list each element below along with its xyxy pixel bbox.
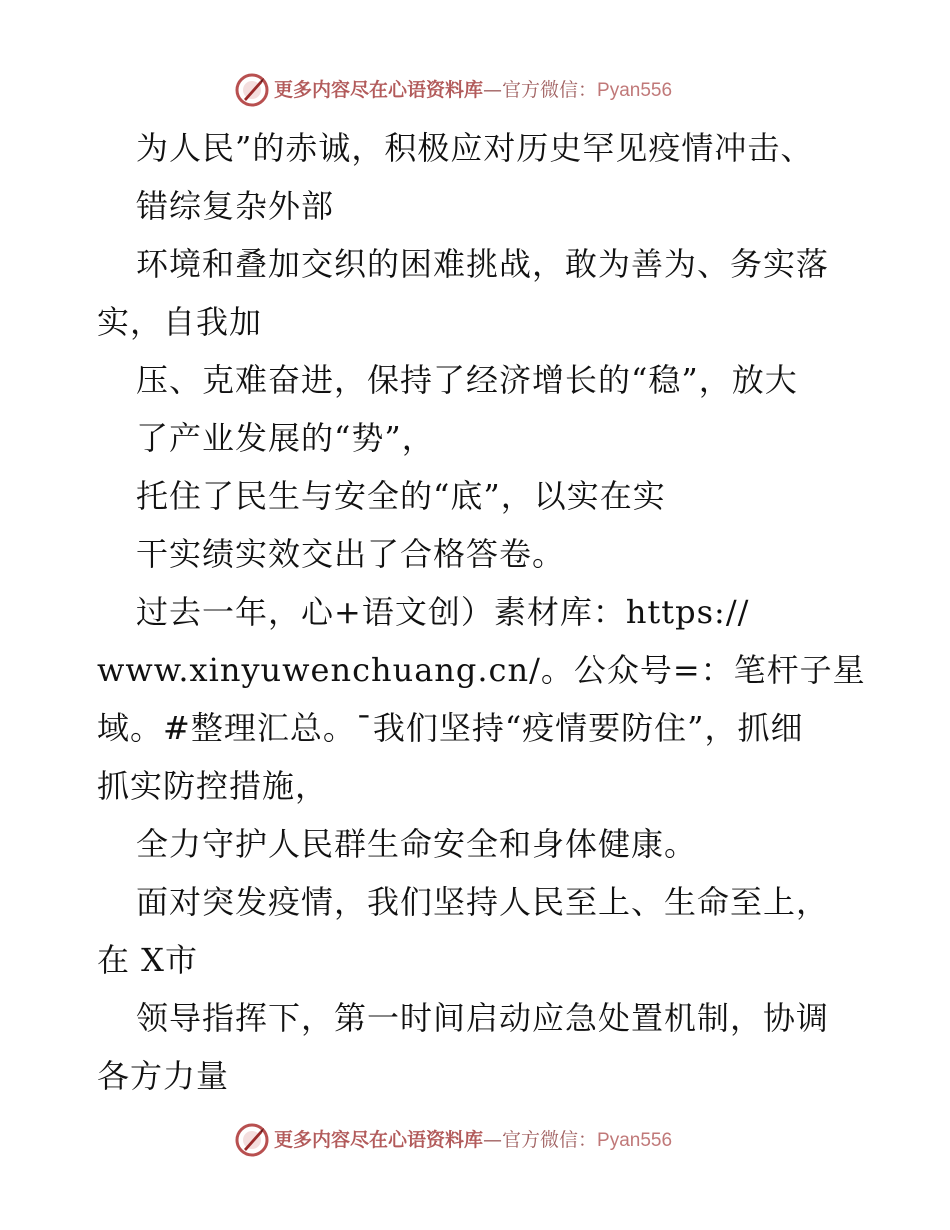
body-line-1: 为人民”的赤诚，积极应对历史罕见疫情冲击、 bbox=[136, 129, 814, 167]
footer-separator: —官方微信： bbox=[483, 1128, 598, 1151]
body-line-3: 环境和叠加交织的困难挑战，敢为善为、务实落 bbox=[136, 245, 830, 283]
footer-watermark bbox=[234, 1120, 672, 1160]
footer-brand: 更多内容尽在心语资料库 bbox=[274, 1128, 484, 1151]
body-line-16: 领导指挥下，第一时间启动应急处置机制，协调 bbox=[136, 999, 830, 1037]
body-line-10: www.xinyuwenchuang.cn/。公众号=：笔杆子星 bbox=[97, 651, 866, 689]
body-line-9: 过去一年，心+语文创）素材库：https:// bbox=[136, 593, 750, 631]
body-line-6: 了产业发展的“势”， bbox=[136, 419, 435, 457]
header-brand: 更多内容尽在心语资料库 bbox=[274, 78, 484, 101]
body-line-4: 实，自我加 bbox=[97, 303, 263, 341]
body-line-17: 各方力量 bbox=[97, 1057, 230, 1095]
body-line-14: 面对突发疫情，我们坚持人民至上、生命至上， bbox=[136, 883, 830, 921]
footer-account: Pyan556 bbox=[597, 1129, 673, 1151]
body-line-15: 在 X市 bbox=[97, 941, 198, 979]
body-line-2: 错综复杂外部 bbox=[136, 187, 335, 225]
header-watermark bbox=[234, 70, 672, 110]
body-line-8: 干实绩实效交出了合格答卷。 bbox=[136, 535, 566, 573]
body-line-12: 抓实防控措施， bbox=[97, 767, 329, 805]
header-account: Pyan556 bbox=[597, 79, 673, 101]
body-line-11: 域。#整理汇总。¯我们坚持“疫情要防住”，抓细 bbox=[97, 709, 804, 747]
body-line-7: 托住了民生与安全的“底”，以实在实 bbox=[136, 477, 666, 515]
quill-logo-icon bbox=[234, 72, 270, 108]
quill-logo-icon bbox=[234, 1122, 270, 1158]
header-separator: —官方微信： bbox=[483, 78, 598, 101]
body-line-5: 压、克难奋进，保持了经济增长的“稳”，放大 bbox=[136, 361, 798, 399]
body-line-13: 全力守护人民群生命安全和身体健康。 bbox=[136, 825, 698, 863]
